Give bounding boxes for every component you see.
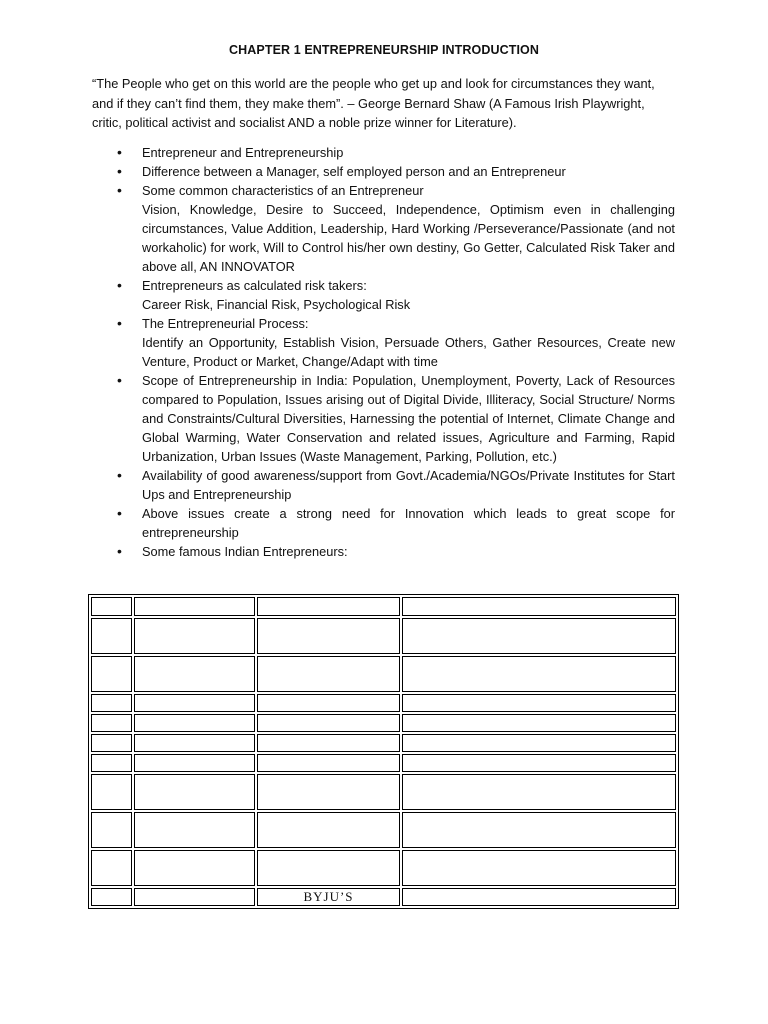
table-cell: [91, 694, 132, 712]
table-cell: [257, 754, 400, 772]
list-item-detail: Identify an Opportunity, Establish Vision, Persuade Others, Gather Resources, Create new Venture, Product or Market, Change/Adapt with time: [142, 335, 675, 369]
table-row: [91, 656, 676, 692]
table-row: [91, 694, 676, 712]
table-cell: [134, 734, 255, 752]
table-cell: [91, 597, 132, 616]
list-item-detail: Vision, Knowledge, Desire to Succeed, Independence, Optimism even in challenging circumstances, Value Addition, Leadership, Hard Working /Perseverance/Passionate (and not workaholic) for work, Will to Control his/her own destiny, Go Getter, Calculated Risk Taker and above all, AN INNOVATOR: [142, 202, 675, 274]
table-cell: [134, 888, 255, 906]
table-cell: [402, 734, 676, 752]
table-cell: [402, 618, 676, 654]
table-cell: BYJU’S: [257, 888, 400, 906]
table-row: [91, 597, 676, 616]
table-cell: [257, 734, 400, 752]
table-row: [91, 812, 676, 848]
table-cell: [134, 656, 255, 692]
list-item: [92, 276, 675, 314]
list-item: [92, 371, 675, 466]
table-cell: [402, 774, 676, 810]
table-row: [91, 774, 676, 810]
table-cell: [257, 812, 400, 848]
list-item-text: Entrepreneur and Entrepreneurship: [142, 145, 344, 160]
table-cell: [91, 734, 132, 752]
table-row: [91, 888, 676, 906]
list-item: [92, 181, 675, 276]
list-item: [92, 162, 675, 181]
table-cell: [134, 694, 255, 712]
list-item-text: Entrepreneurs as calculated risk takers:: [142, 278, 367, 293]
topic-list: [92, 143, 675, 561]
table-cell: [134, 850, 255, 886]
table-cell: [402, 714, 676, 732]
table-cell: [134, 618, 255, 654]
table-cell: [91, 812, 132, 848]
table-cell: [257, 597, 400, 616]
table-cell: [402, 694, 676, 712]
table-cell: [91, 618, 132, 654]
table-cell: [402, 656, 676, 692]
table-row: [91, 850, 676, 886]
table-cell: [134, 774, 255, 810]
table-cell: [402, 754, 676, 772]
table-row: [91, 734, 676, 752]
table-cell: [257, 694, 400, 712]
table-cell: [91, 774, 132, 810]
table-cell: [134, 754, 255, 772]
list-item-text: Availability of good awareness/support from Govt./Academia/NGOs/Private Institutes for Start Ups and Entrepreneurship: [142, 468, 675, 502]
table-cell: [91, 714, 132, 732]
list-item-text: The Entrepreneurial Process:: [142, 316, 309, 331]
table-cell: [257, 714, 400, 732]
list-item-text: Some common characteristics of an Entrepreneur: [142, 183, 424, 198]
list-item: [92, 466, 675, 504]
table-cell: [402, 597, 676, 616]
table-cell: [91, 850, 132, 886]
list-item-text: Scope of Entrepreneurship in India: Population, Unemployment, Poverty, Lack of Resources compared to Population, Issues arising out of Digital Divide, Illiteracy, Social Structure/ Norms and Constraints/Cultural Diversities, Harnessing the potential of Internet, Climate Change and Global Warming, Water Conservation and related issues, Agriculture and Farming, Rapid Urbanization, Urban Issues (Waste Management, Parking, Pollution, etc.): [142, 373, 675, 464]
table-cell: [257, 618, 400, 654]
table-row: [91, 754, 676, 772]
list-item: [92, 542, 675, 561]
table-cell: [91, 754, 132, 772]
table-row: [91, 618, 676, 654]
table-cell: [91, 656, 132, 692]
list-item-text: Some famous Indian Entrepreneurs:: [142, 544, 348, 559]
table-cell: [134, 597, 255, 616]
table-cell: [257, 850, 400, 886]
opening-quote: “The People who get on this world are the people who get up and look for circumstances they want, and if they can’t find them, they make them”. – George Bernard Shaw (A Famous Irish Playwright, critic, political activist and socialist AND a noble prize winner for Literature).: [92, 76, 655, 131]
table-cell: [402, 888, 676, 906]
table-cell: [91, 888, 132, 906]
list-item: [92, 143, 675, 162]
table-row: [91, 714, 676, 732]
table-cell: [402, 812, 676, 848]
list-item-text: Above issues create a strong need for Innovation which leads to great scope for entrepreneurship: [142, 506, 675, 540]
table-cell: [257, 656, 400, 692]
table-cell: [134, 812, 255, 848]
list-item: [92, 504, 675, 542]
table-cell: [402, 850, 676, 886]
list-item: [92, 314, 675, 371]
entrepreneurs-table: [88, 594, 679, 909]
table-cell: [257, 774, 400, 810]
list-item-detail: Career Risk, Financial Risk, Psychological Risk: [142, 297, 411, 312]
table-cell: [134, 714, 255, 732]
list-item-text: Difference between a Manager, self employed person and an Entrepreneur: [142, 164, 566, 179]
chapter-title: CHAPTER 1 ENTREPRENEURSHIP INTRODUCTION: [229, 43, 539, 57]
